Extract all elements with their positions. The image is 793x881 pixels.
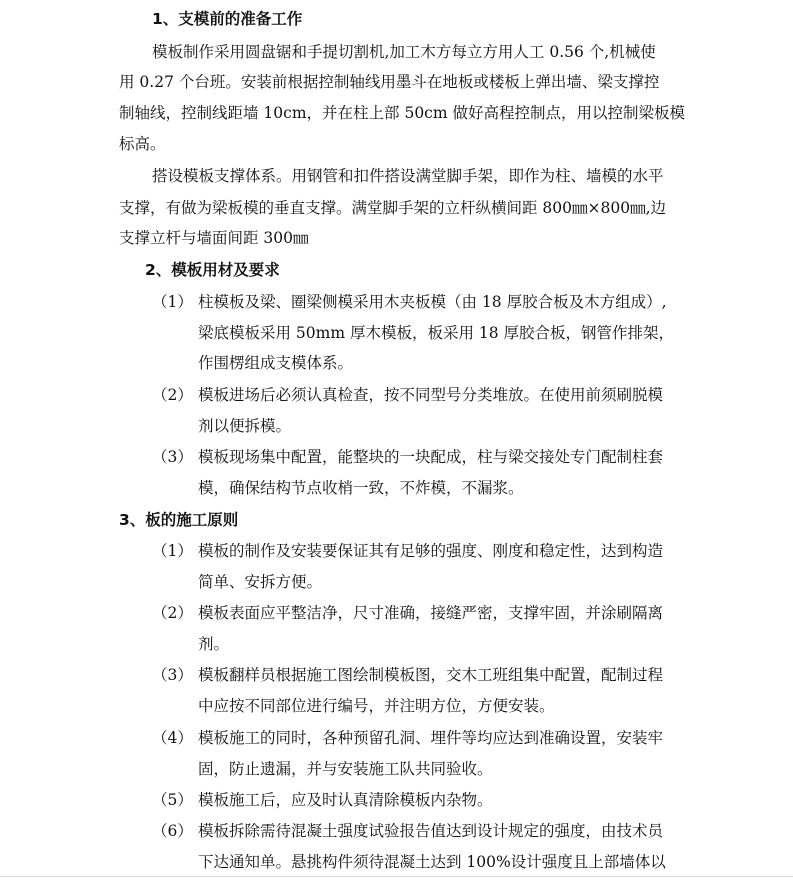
section-3-item-1-number: （1） [152, 542, 193, 560]
section-1-paragraph-1-line-3: 制轴线，控制线距墙 10cm，并在柱上部 50cm 做好高程控制点，用以控制梁板模 [119, 104, 685, 122]
section-3-heading: 3、板的施工原则 [119, 511, 239, 529]
section-2-item-1-line-2: 梁底模板采用 50mm 厚木模板，板采用 18 厚胶合板，钢管作排架， [198, 324, 675, 342]
section-1-paragraph-1-line-2: 用 0.27 个台班。安装前根据控制轴线用墨斗在地板或楼板上弹出墙、梁支撑控 [119, 73, 660, 91]
section-2-heading: 2、模板用材及要求 [145, 261, 280, 279]
section-3-item-3-line-2: 中应按不同部位进行编号，并注明方位，方便安装。 [198, 697, 555, 715]
section-2-item-2-line-2: 剂以便拆模。 [198, 417, 292, 435]
section-2-item-2-line-1: 模板进场后必须认真检查，按不同型号分类堆放。在使用前须刷脱模 [198, 386, 664, 404]
section-3-item-6-line-1: 模板拆除需待混凝土强度试验报告值达到设计规定的强度，由技术员 [198, 822, 664, 840]
section-2-item-3-line-2: 模，确保结构节点收梢一致，不炸模，不漏浆。 [198, 479, 524, 497]
section-3-item-4-number: （4） [152, 729, 193, 747]
section-3-item-1-line-1: 模板的制作及安装要保证其有足够的强度、刚度和稳定性，达到构造 [198, 542, 664, 560]
section-1-paragraph-2-line-1: 搭设模板支撑体系。用钢管和扣件搭设满堂脚手架，即作为柱、墙模的水平 [152, 167, 664, 185]
section-3-item-4-line-1: 模板施工的同时，各种预留孔洞、埋件等均应达到准确设置，安装牢 [198, 729, 664, 747]
section-1-paragraph-2-line-3: 支撑立杆与墙面间距 300㎜ [119, 229, 309, 247]
section-1-paragraph-1-line-4: 标高。 [119, 135, 166, 153]
section-1-heading: 1、支模前的准备工作 [152, 10, 303, 28]
page-bottom-divider [0, 876, 793, 877]
section-2-item-1-line-1: 柱模板及梁、圈梁侧模采用木夹板模（由 18 厚胶合板及木方组成）, [198, 293, 667, 311]
section-3-item-1-line-2: 简单、安拆方便。 [198, 573, 323, 591]
section-2-item-2-number: （2） [152, 386, 193, 404]
section-3-item-5-number: （5） [152, 791, 193, 809]
section-3-item-4-line-2: 固，防止遗漏，并与安装施工队共同验收。 [198, 760, 493, 778]
section-3-item-2-line-2: 剂。 [198, 635, 230, 653]
section-3-item-2-number: （2） [152, 604, 193, 622]
section-3-item-6-line-2: 下达通知单。悬挑构件须待混凝土达到 100%设计强度且上部墙体以 [198, 853, 666, 871]
section-3-item-3-line-1: 模板翻样员根据施工图绘制模板图，交木工班组集中配置，配制过程 [198, 666, 664, 684]
section-2-item-3-number: （3） [152, 448, 193, 466]
section-2-item-3-line-1: 模板现场集中配置，能整块的一块配成，柱与梁交接处专门配制柱套 [198, 448, 664, 466]
section-3-item-2-line-1: 模板表面应平整洁净，尺寸准确，接缝严密，支撑牢固，并涂刷隔离 [198, 604, 664, 622]
section-3-item-6-number: （6） [152, 822, 193, 840]
section-3-item-3-number: （3） [152, 666, 193, 684]
section-3-item-5-line-1: 模板施工后，应及时认真清除模板内杂物。 [198, 791, 493, 809]
section-2-item-1-number: （1） [152, 293, 193, 311]
section-2-item-1-line-3: 作围楞组成支模体系。 [198, 354, 354, 372]
section-1-paragraph-2-line-2: 支撑，有做为梁板模的垂直支撑。满堂脚手架的立杆纵横间距 800㎜×800㎜,边 [119, 199, 667, 217]
section-1-paragraph-1-line-1: 模板制作采用圆盘锯和手提切割机,加工木方每立方用人工 0.56 个,机械使 [152, 43, 656, 61]
